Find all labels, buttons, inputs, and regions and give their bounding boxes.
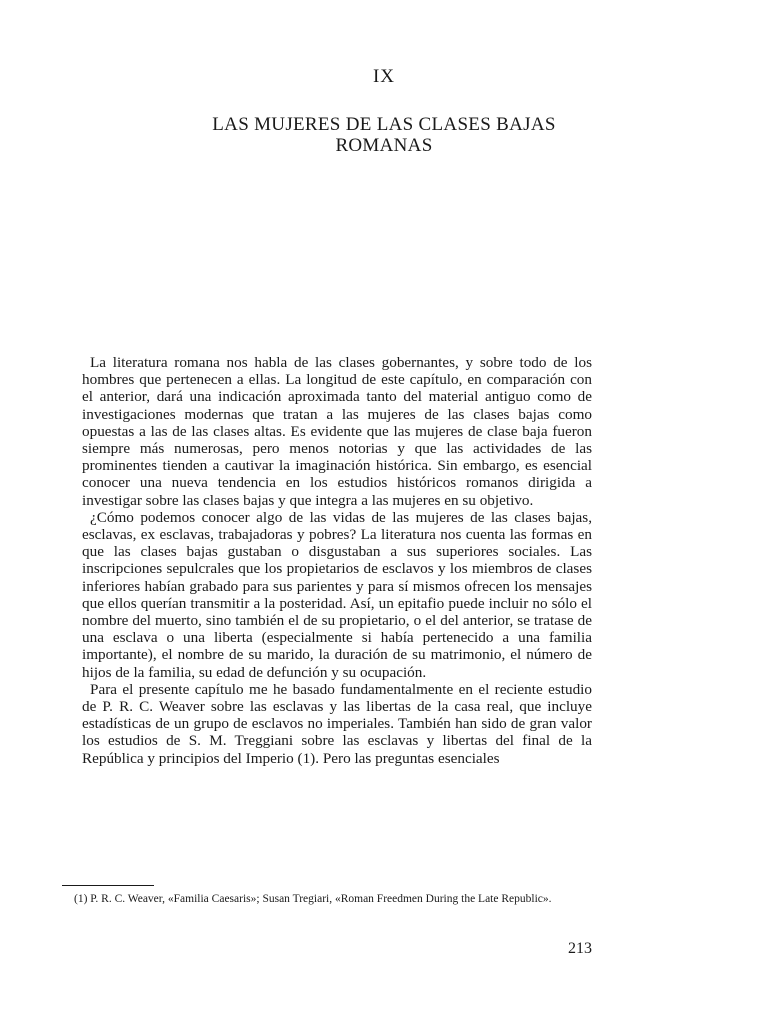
paragraph-2: ¿Cómo podemos conocer algo de las vidas de las mujeres de las clases bajas, esclavas, ex esclavas, trabajadoras y pobres? La literatura nos cuenta las formas en que las clases bajas gustaban o disgustaban a sus superiores sociales. Las inscripciones sepulcrales que los propietarios de esclavos y los miembros de clases inferiores habían grabado para sus parientes y para sí mismos ofrecen los mensajes que ellos querían transmitir a la posteridad. Así, un epitafio puede incluir no sólo el nombre del muerto, sino también el de su propietario, o el del anterior, se tratase de una esclava o una liberta (especialmente si había pertenecido a una familia importante), el nombre de su marido, la duración de su matrimonio, el número de hijos de la familia, su edad de defunción y su ocupación.	[82, 508, 592, 681]
chapter-title-line-1: LAS MUJERES DE LAS CLASES BAJAS	[212, 114, 556, 135]
paragraph-1: La literatura romana nos habla de las clases gobernantes, y sobre todo de los hombres que pertenecen a ellas. La longitud de este capítulo, en comparación con el anterior, dará una indicación aproximada tanto del material antiguo como de investigaciones modernas que tratan a las mujeres de las clases bajas como opuestas a las de las clases altas. Es evidente que las mujeres de clase baja fueron siempre más numerosas, pero menos notorias y que las actividades de las prominentes tienden a cautivar la imaginación histórica. Sin embargo, es esencial conocer una nueva tendencia en los estudios históricos romanos dirigida a investigar sobre las clases bajas y que integra a las mujeres en su objetivo.	[82, 354, 592, 509]
paragraph-3: Para el presente capítulo me he basado fundamentalmente en el reciente estudio de P. R. C. Weaver sobre las esclavas y las libertas de la casa real, que incluye estadísticas de un grupo de esclavos no imperiales. También han sido de gran valor los estudios de S. M. Treggiani sobre las esclavas y libertas del final de la República y principios del Imperio (1). Pero las preguntas esenciales	[82, 680, 592, 767]
chapter-title	[90, 114, 678, 156]
body-text	[82, 354, 592, 767]
chapter-title-line-2: ROMANAS	[335, 135, 433, 156]
page-number: 213	[568, 940, 592, 957]
footnote-divider	[62, 885, 154, 886]
footnote: (1) P. R. C. Weaver, «Familia Caesaris»; Susan Tregiari, «Roman Freedmen During the Late Republic».	[74, 893, 552, 905]
chapter-number: IX	[372, 66, 396, 87]
